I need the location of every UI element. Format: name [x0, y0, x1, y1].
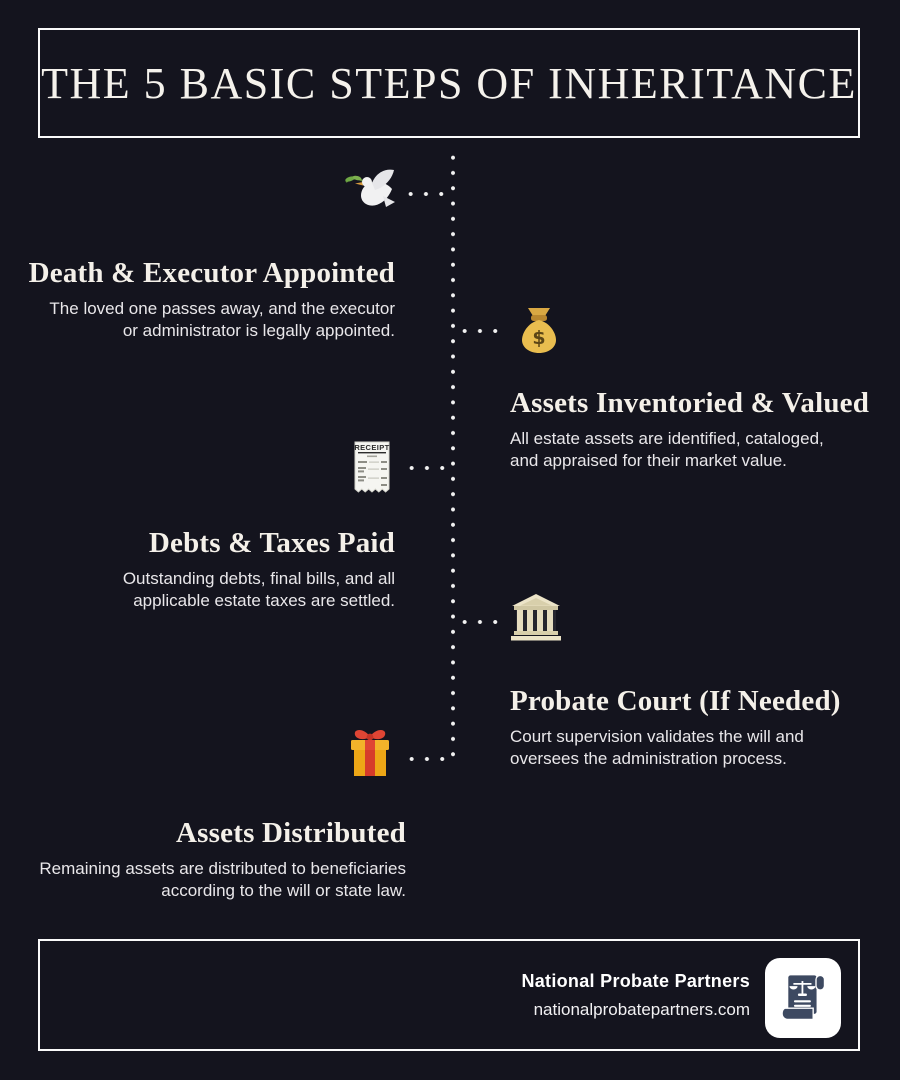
receipt-label: RECEIPT [354, 443, 390, 452]
step-3-debts-taxes-paid [15, 526, 395, 612]
step-1-death-executor-appointed [15, 256, 395, 342]
step-2-assets-inventoried-valued [510, 386, 890, 472]
step-description: Remaining assets are distributed to beneficiaries according to the will or state law. [39, 859, 406, 900]
step-title: Assets Distributed [176, 817, 406, 849]
dove-icon [342, 168, 396, 223]
step-description: Court supervision validates the will and oversees the administration process. [510, 727, 804, 768]
timeline-branch-step2 [457, 329, 503, 333]
scroll-scales-icon [778, 972, 828, 1024]
classical-building-icon [510, 593, 562, 646]
step-description: The loved one passes away, and the executor or administrator is legally appointed. [49, 299, 395, 340]
step-5-assets-distributed [6, 816, 406, 902]
step-title: Probate Court (If Needed) [510, 685, 841, 717]
step-title: Assets Inventoried & Valued [510, 387, 870, 419]
gift-icon [344, 726, 396, 785]
page-title: THE 5 BASIC STEPS OF INHERITANCE [41, 58, 857, 108]
money-bag-icon [518, 307, 560, 359]
timeline-vertical-dotted-line [451, 150, 455, 763]
step-4-probate-court [510, 684, 890, 770]
brand-name: National Probate Partners [521, 971, 750, 991]
timeline-branch-step4 [457, 620, 503, 624]
website-url: nationalprobatepartners.com [533, 1000, 750, 1019]
step-title: Death & Executor Appointed [28, 257, 395, 289]
step-title: Debts & Taxes Paid [148, 527, 395, 559]
timeline-branch-step5 [404, 757, 449, 761]
brand-logo [765, 958, 841, 1038]
timeline-branch-step1 [403, 192, 449, 196]
svg-text:$: $ [532, 327, 546, 349]
receipt-icon [352, 440, 392, 500]
step-description: Outstanding debts, final bills, and all applicable estate taxes are settled. [122, 569, 395, 610]
title-box [38, 28, 860, 138]
footer-text [521, 971, 750, 1020]
step-description: All estate assets are identified, cataloged, and appraised for their market value. [510, 429, 824, 470]
timeline-branch-step3 [404, 466, 449, 470]
